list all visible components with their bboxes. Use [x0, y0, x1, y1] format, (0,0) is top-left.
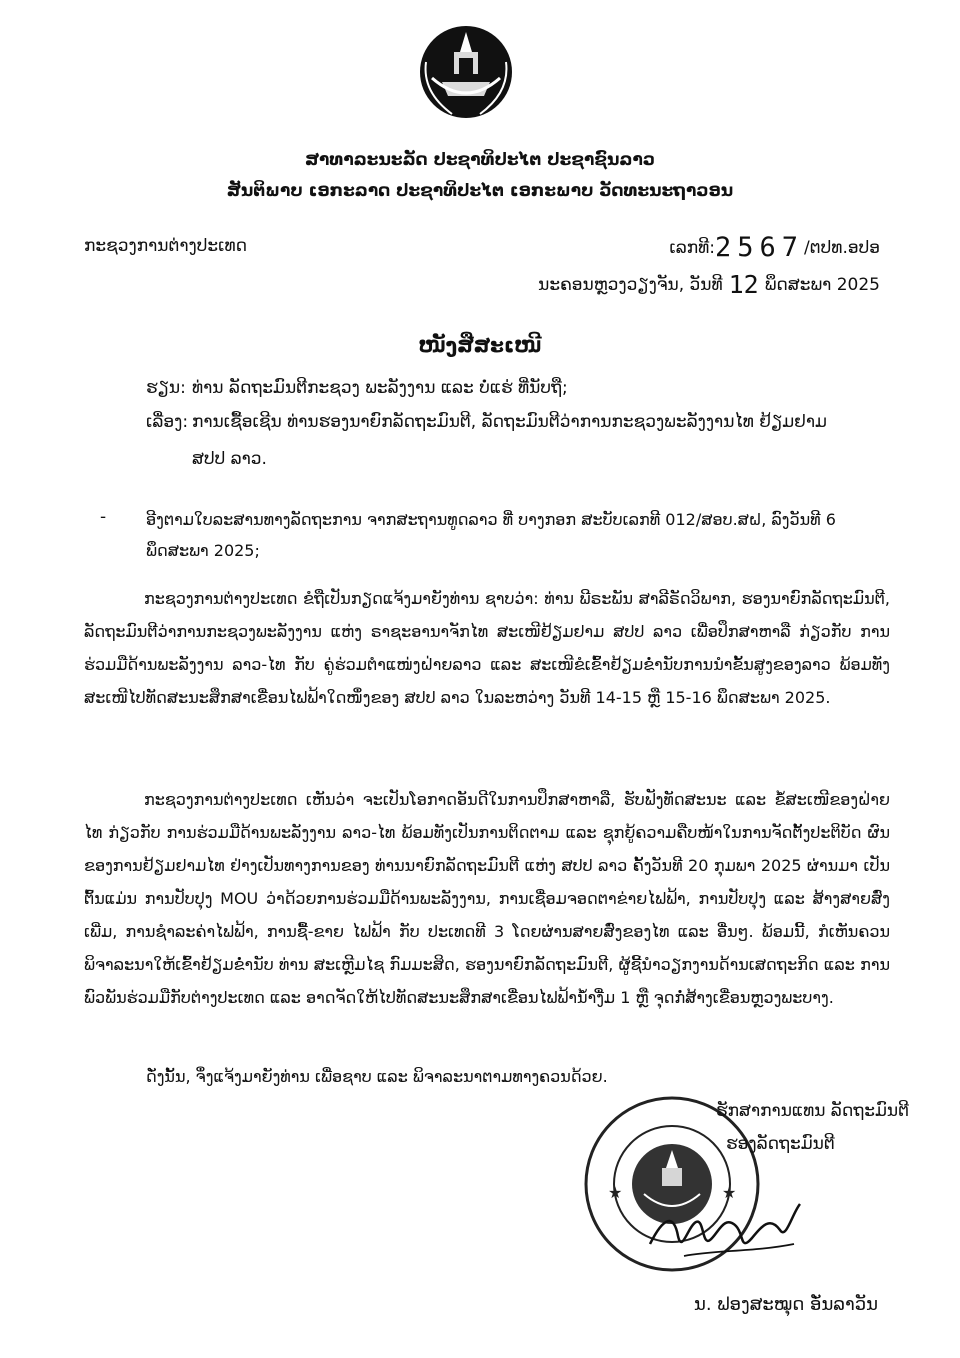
- svg-text:★: ★: [722, 1183, 737, 1202]
- addressee-label: ຮຽນ:: [146, 378, 186, 398]
- reference-note-dash: -: [100, 507, 107, 527]
- dateline: [538, 270, 880, 299]
- reference-handwritten-number: 2567: [715, 232, 805, 263]
- dateline-prefix: ນະຄອນຫຼວງວຽງຈັນ, ວັນທີ: [538, 275, 723, 295]
- reference-suffix: /ຕປທ.ອປອ: [804, 238, 880, 258]
- handwritten-signature-icon: [644, 1196, 804, 1266]
- reference-number: [669, 232, 880, 263]
- header-line-1: ສາທາລະນະລັດ ປະຊາທິປະໄຕ ປະຊາຊົນລາວ: [305, 150, 655, 170]
- body-paragraph-1: [84, 582, 890, 714]
- subject-text-2: ສປປ ລາວ.: [192, 449, 267, 469]
- national-emblem-icon: [412, 22, 520, 122]
- signer-name: ນ. ຟອງສະໝຸດ ອັ່ນລາວັນ: [694, 1294, 878, 1315]
- dateline-handwritten-day: 12: [728, 270, 759, 299]
- subject-label: ເລື່ອງ:: [146, 412, 189, 432]
- subject-line: [146, 407, 896, 438]
- issuing-ministry: ກະຊວງການຕ່າງປະເທດ: [84, 236, 248, 256]
- reference-note: ອີງຕາມໃບລະສານທາງລັດຖະການ ຈາກສະຖານທູດລາວ ທີ່ ບາງກອກ ສະບັບເລກທີ 012/ສອບ.ສຝ, ລົງວັນທີ 6 ພຶດສະພາ 2025;: [146, 510, 836, 560]
- body-paragraph-2: [84, 783, 890, 1014]
- body-paragraph-1-text: ກະຊວງການຕ່າງປະເທດ ຂໍຖືເປັນກຽດແຈ້ງມາຍັງທ່ານ ຊາບວ່າ: ທ່ານ ພີຣະພັນ ສາລີຣັດວິພາກ, ຮອງນາຍົກລັດຖະມົນຕີ, ລັດຖະມົນຕີວ່າການກະຊວງພະລັງງານ ແຫ່ງ ຣາຊະອານາຈັກໄທ ສະເໜີຢ້ຽມຢາມ ສປປ ລາວ ເພື່ອປຶກສາຫາລື ກ່ຽວກັບ ການຮ່ວມມືດ້ານພະລັງງານ ລາວ-ໄທ ກັບ ຄູ່ຮ່ວມຕຳແໜ່ງຝ່າຍລາວ ແລະ ສະເໜີຂໍເຂົ້າຢ້ຽມຂໍ່ານັບການນຳຂັ້ນສູງຂອງລາວ ພ້ອມທັງສະເໜີໄປທັດສະນະສຶກສາເຂື່ອນໄຟຟ້າໃດໜຶ່ງຂອງ ສປປ ລາວ ໃນລະຫວ່າງ ວັນທີ 14-15 ຫຼື 15-16 ພຶດສະພາ 2025.: [84, 589, 890, 707]
- header-line-2: ສັນຕິພາບ ເອກະລາດ ປະຊາທິປະໄຕ ເອກະພາບ ວັດທະນະຖາວອນ: [226, 181, 734, 201]
- document-title: ໜັງສືສະເໜີ: [418, 333, 542, 357]
- closing-line: ດັ່ງນັ້ນ, ຈຶ່ງແຈ້ງມາຍັງທ່ານ ເພື່ອຊາບ ແລະ ພິຈາລະນາຕາມທາງຄວນດ້ວຍ.: [146, 1067, 608, 1086]
- addressee-text: ທ່ານ ລັດຖະມົນຕີກະຊວງ ພະລັງງານ ແລະ ບໍ່ແຮ່ ທີ່ນັບຖື;: [192, 378, 568, 398]
- signature-title-1: ຮັກສາການແທນ ລັດຖະມົນຕີ: [716, 1101, 909, 1121]
- signature-title-2: ຮອງລັດຖະມົນຕີ: [726, 1134, 835, 1154]
- body-paragraph-2-text: ກະຊວງການຕ່າງປະເທດ ເຫັນວ່າ ຈະເປັນໂອກາດອັນດີໃນການປຶກສາຫາລື, ຮັບຟັງທັດສະນະ ແລະ ຂໍ້ສະເໜີຂອງຝ່າຍໄທ ກ່ຽວກັບ ການຮ່ວມມືດ້ານພະລັງງານ ລາວ-ໄທ ພ້ອມທັງເປັນການຕິດຕາມ ແລະ ຊຸກຍູ້ຄວາມຄືບໜ້າໃນການຈັດຕັ້ງປະຕິບັດ ຜົນຂອງການຢ້ຽມຢາມໄທ ຢ່າງເປັນທາງການຂອງ ທ່ານນາຍົກລັດຖະມົນຕີ ແຫ່ງ ສປປ ລາວ ຄັ້ງວັນທີ 20 ກຸມພາ 2025 ຜ່ານມາ ເປັນຕົ້ນແມ່ນ ການປັບປຸງ MOU ວ່າດ້ວຍການຮ່ວມມືດ້ານພະລັງງານ, ການເຊື່ອມຈອດຕາຂ່າຍໄຟຟ້າ, ການປັບປຸງ ແລະ ສ້າງສາຍສົ່ງເພີ່ມ, ການຊຳລະຄ່າໄຟຟ້າ, ການຊື້-ຂາຍ ໄຟຟ້າ ກັບ ປະເທດທີ 3 ໂດຍຜ່ານສາຍສົ່ງຂອງໄທ ແລະ ອື່ນໆ. ພ້ອມນີ້, ກໍເຫັນຄວນພິຈາລະນາໃຫ້ເຂົ້າຢ້ຽມຂໍ່ານັບ ທ່ານ ສະເຫຼີມໄຊ ກົມມະສິດ, ຮອງນາຍົກລັດຖະມົນຕີ, ຜູ້ຊີ້ນຳວຽກງານດ້ານເສດຖະກິດ ແລະ ການພົວພັນຮ່ວມມືກັບຕ່າງປະເທດ ແລະ ອາດຈັດໃຫ້ໄປທັດສະນະສຶກສາເຂື່ອນໄຟຟ້ານ້ຳງື່ມ 1 ຫຼື ຈຸດກໍ່ສ້າງເຂື່ອນຫຼວງພະບາງ.: [84, 790, 890, 1007]
- dateline-suffix: ພຶດສະພາ 2025: [764, 275, 880, 295]
- reference-prefix: ເລກທີ:: [669, 238, 716, 258]
- svg-text:★: ★: [608, 1183, 623, 1202]
- subject-text-1: ການເຊື້ອເຊີນ ທ່ານຮອງນາຍົກລັດຖະມົນຕີ, ລັດຖະມົນຕີວ່າການກະຊວງພະລັງງານໄທ ຢ້ຽມຢາມ: [192, 412, 827, 432]
- addressee-line: [146, 373, 896, 404]
